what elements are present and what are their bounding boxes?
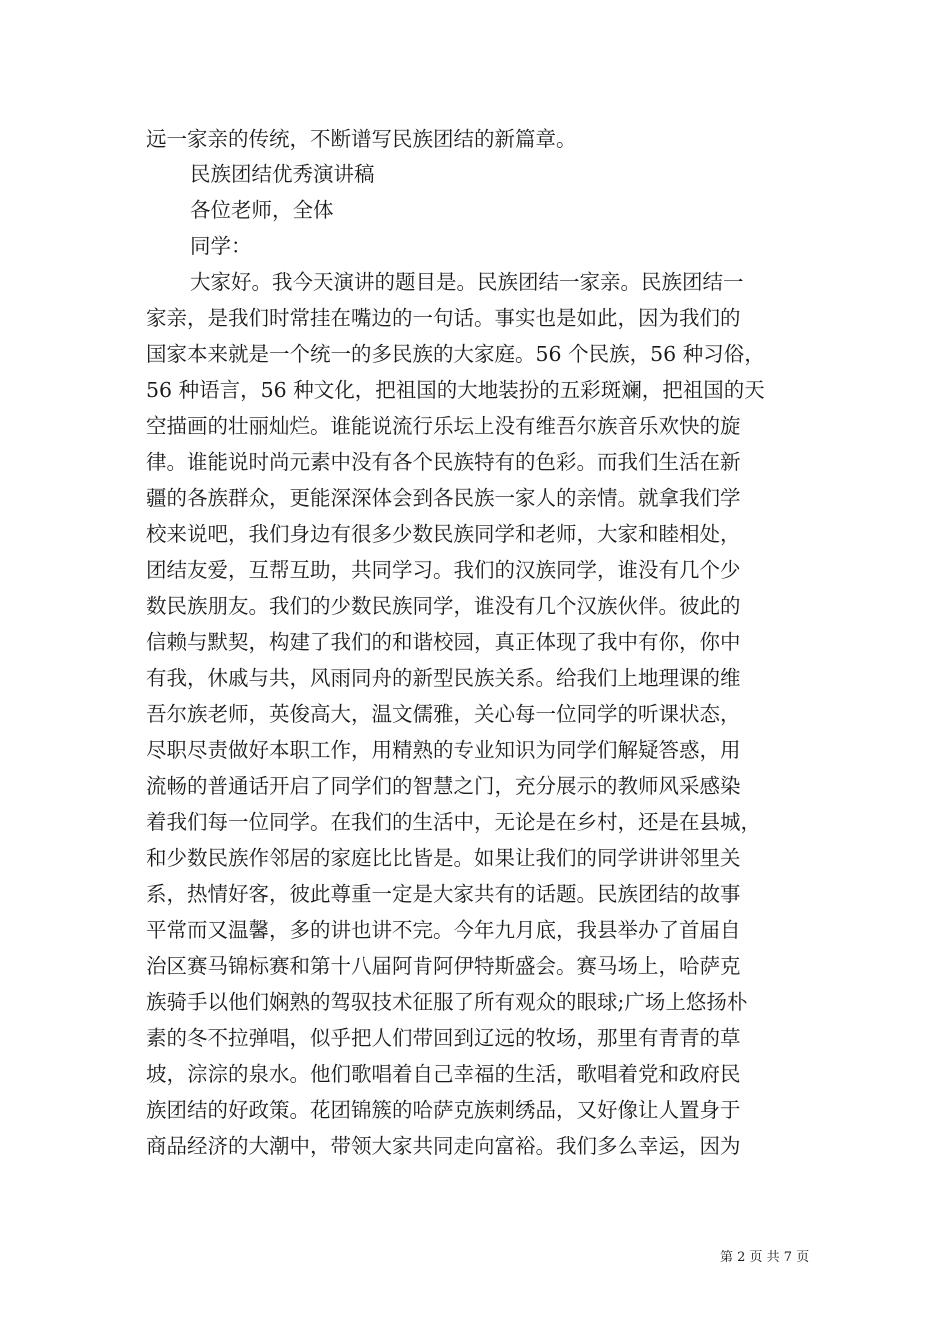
- paragraph-line: 律。谁能说时尚元素中没有各个民族特有的色彩。而我们生活在新: [146, 450, 741, 474]
- paragraph-line: 流畅的普通话开启了同学们的智慧之门，充分展示的教师风采感染: [146, 774, 741, 798]
- paragraph-line: 素的冬不拉弹唱，似乎把人们带回到辽远的牧场，那里有青青的草: [146, 1026, 741, 1050]
- paragraph-line: 疆的各族群众，更能深深体会到各民族一家人的亲情。就拿我们学: [146, 486, 741, 510]
- paragraph-line: 有我，休戚与共，风雨同舟的新型民族关系。给我们上地理课的维: [146, 666, 741, 690]
- paragraph-line: 治区赛马锦标赛和第十八届阿肯阿伊特斯盛会。赛马场上，哈萨克: [146, 954, 741, 978]
- paragraph-line: 团结友爱，互帮互助，共同学习。我们的汉族同学，谁没有几个少: [146, 558, 741, 582]
- greeting-line: 各位老师，全体: [190, 198, 334, 222]
- paragraph-line: 族骑手以他们娴熟的驾驭技术征服了所有观众的眼球;广场上悠扬朴: [146, 990, 748, 1014]
- paragraph-line: 吾尔族老师，英俊高大，温文儒雅，关心每一位同学的听课状态，: [146, 702, 741, 726]
- paragraph-line: 商品经济的大潮中，带领大家共同走向富裕。我们多么幸运，因为: [146, 1134, 741, 1158]
- paragraph-line: 族团结的好政策。花团锦簇的哈萨克族刺绣品，又好像让人置身于: [146, 1098, 741, 1122]
- paragraph-line: 家亲，是我们时常挂在嘴边的一句话。事实也是如此，因为我们的: [146, 306, 741, 330]
- paragraph-line: 和少数民族作邻居的家庭比比皆是。如果让我们的同学讲讲邻里关: [146, 846, 741, 870]
- greeting-line: 同学：: [190, 234, 252, 258]
- paragraph-line: 平常而又温馨，多的讲也讲不完。今年九月底，我县举办了首届自: [146, 918, 741, 942]
- text-line: 远一家亲的传统，不断谱写民族团结的新篇章。: [146, 127, 577, 151]
- paragraph-line: 56 种语言，56 种文化，把祖国的大地装扮的五彩斑斓，把祖国的天: [146, 378, 765, 402]
- document-title: 民族团结优秀演讲稿: [190, 162, 375, 186]
- paragraph-line: 系，热情好客，彼此尊重一定是大家共有的话题。民族团结的故事: [146, 882, 741, 906]
- paragraph-line: 着我们每一位同学。在我们的生活中，无论是在乡村，还是在县城，: [146, 810, 761, 834]
- paragraph-line: 校来说吧，我们身边有很多少数民族同学和老师，大家和睦相处，: [146, 522, 741, 546]
- paragraph-line: 数民族朋友。我们的少数民族同学，谁没有几个汉族伙伴。彼此的: [146, 594, 741, 618]
- paragraph-line: 尽职尽责做好本职工作，用精熟的专业知识为同学们解疑答惑，用: [146, 738, 741, 762]
- paragraph-line: 信赖与默契，构建了我们的和谐校园，真正体现了我中有你，你中: [146, 630, 741, 654]
- paragraph-line: 空描画的壮丽灿烂。谁能说流行乐坛上没有维吾尔族音乐欢快的旋: [146, 414, 741, 438]
- paragraph-line: 国家本来就是一个统一的多民族的大家庭。56 个民族，56 种习俗，: [146, 342, 765, 366]
- paragraph-line: 大家好。我今天演讲的题目是。民族团结一家亲。民族团结一: [190, 270, 744, 294]
- page-number: 第 2 页 共 7 页: [720, 1250, 810, 1265]
- paragraph-line: 坡，淙淙的泉水。他们歌唱着自己幸福的生活，歌唱着党和政府民: [146, 1062, 741, 1086]
